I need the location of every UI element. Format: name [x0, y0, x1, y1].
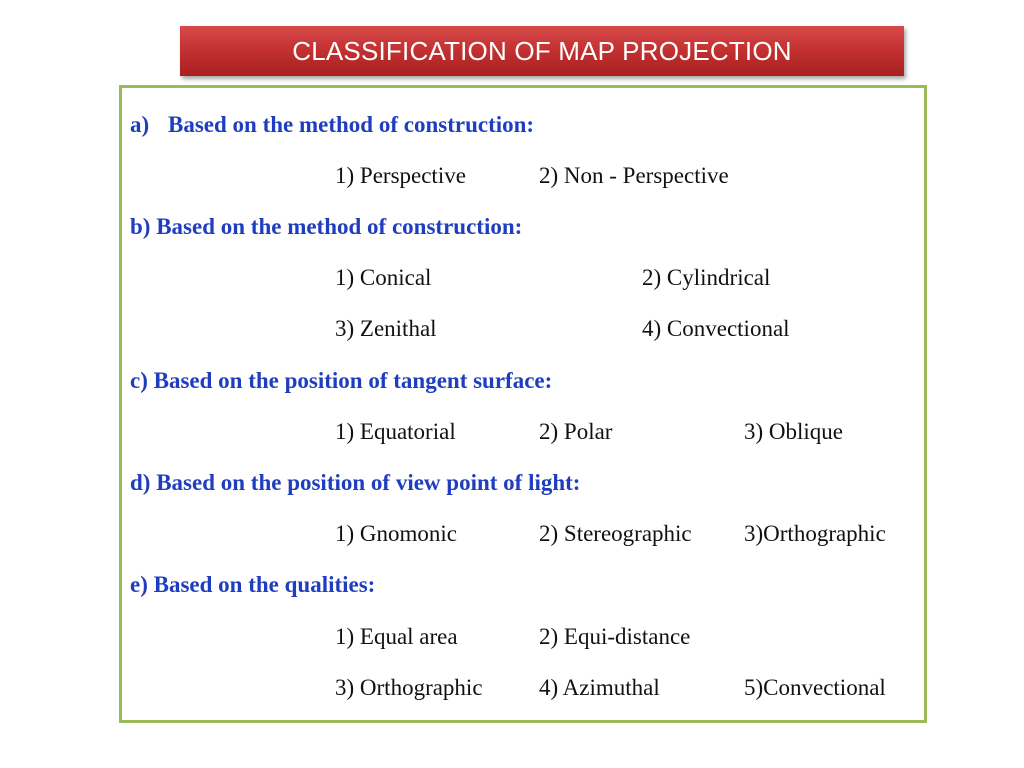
section-c-item: 2) Polar	[539, 419, 613, 444]
section-d-heading: d) Based on the position of view point of light:	[130, 470, 581, 495]
section-c-item: 1) Equatorial	[335, 419, 456, 444]
section-a-item: 1) Perspective	[335, 163, 466, 188]
section-a-marker: a)	[130, 112, 150, 137]
section-e-heading: e) Based on the qualities:	[130, 572, 376, 597]
section-b-item: 1) Conical	[335, 265, 432, 290]
section-b-item: 3) Zenithal	[335, 316, 437, 341]
section-a-heading-text: Based on the method of construction:	[168, 112, 535, 137]
section-e-item: 2) Equi-distance	[539, 624, 691, 649]
section-a-heading	[130, 113, 534, 136]
content-box	[119, 85, 927, 723]
section-c-item: 3) Oblique	[744, 419, 844, 444]
title-banner	[180, 26, 904, 76]
section-e-item: 4) Azimuthal	[539, 675, 660, 700]
section-b-item: 2) Cylindrical	[642, 265, 771, 290]
section-e-item: 5)Convectional	[744, 675, 886, 700]
page-title: CLASSIFICATION OF MAP PROJECTION	[292, 35, 792, 66]
section-d-item: 3)Orthographic	[744, 521, 886, 546]
section-e-item: 1) Equal area	[335, 624, 458, 649]
section-c-heading: c) Based on the position of tangent surface:	[130, 368, 553, 393]
section-b-item: 4) Convectional	[642, 316, 790, 341]
section-e-item: 3) Orthographic	[335, 675, 483, 700]
section-d-item: 1) Gnomonic	[335, 521, 458, 546]
section-b-heading: b) Based on the method of construction:	[130, 214, 523, 239]
section-a-item: 2) Non - Perspective	[539, 163, 729, 188]
section-d-item: 2) Stereographic	[539, 521, 692, 546]
